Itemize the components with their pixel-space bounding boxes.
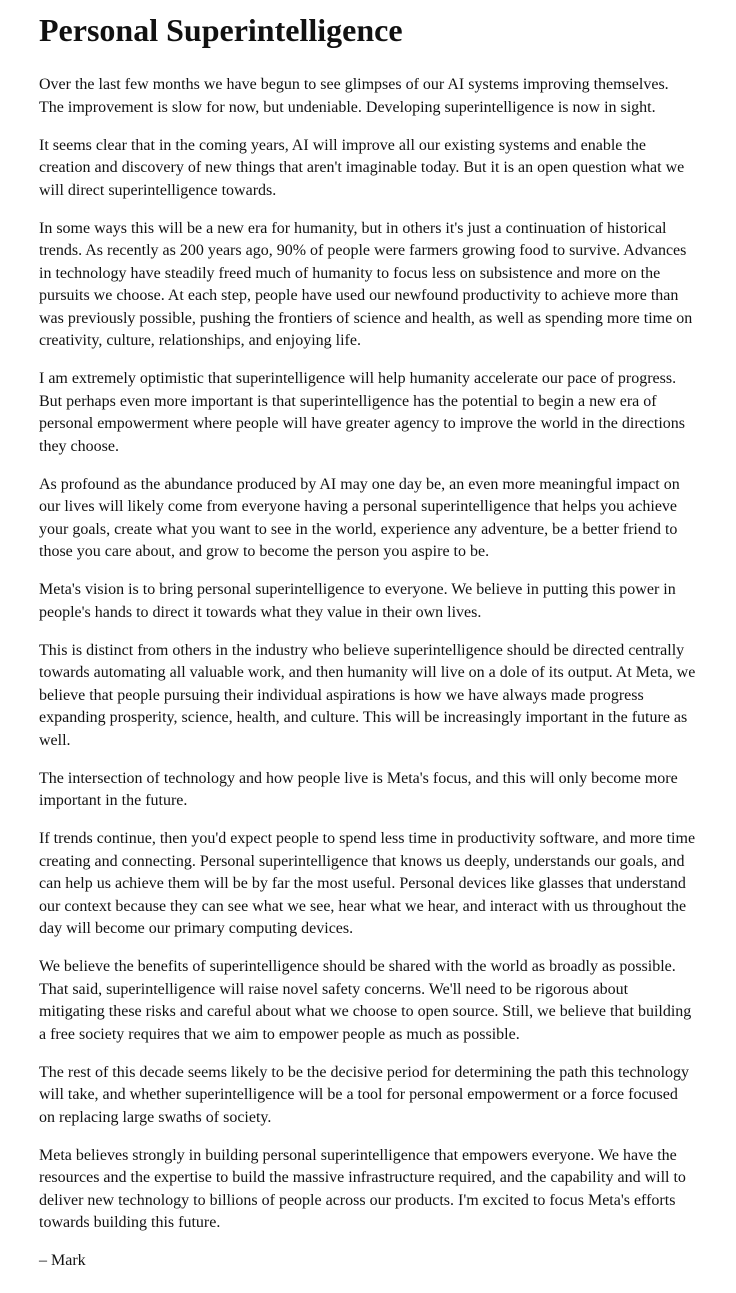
paragraph-10: We believe the benefits of superintelligence should be shared with the world as broadly as possible. That said, superintelligence will raise novel safety concerns. We'll need to be rigorous about mitigating these risks and careful about what we choose to open source. Still, we believe that building a free society requires that we aim to empower people as much as possible. (39, 958, 692, 1043)
paragraph-8: The intersection of technology and how people live is Meta's focus, and this will only become more important in the future. (39, 769, 678, 809)
paragraph-11: The rest of this decade seems likely to be the decisive period for determining the path this technology will take, and whether superintelligence will be a tool for personal empowerment or a force focused on replacing large swaths of society. (39, 1063, 690, 1126)
paragraph-9: If trends continue, then you'd expect people to spend less time in productivity software, and more time creating and connecting. Personal superintelligence that knows us deeply, understands our goals, and can help us achieve them will be by far the most useful. Personal devices like glasses that understand our context because they can see what we see, hear what we hear, and interact with us throughout the day will become our primary computing devices. (39, 830, 696, 937)
page-title: Personal Superintelligence (39, 12, 403, 48)
paragraph-5: As profound as the abundance produced by AI may one day be, an even more meaningful impact on our lives will likely come from everyone having a personal superintelligence that helps you achieve your goals, create what you want to see in the world, experience any adventure, be a better friend to those you care about, and grow to become the person you aspire to be. (39, 475, 680, 560)
paragraph-1: Over the last few months we have begun to see glimpses of our AI systems improving themselves. The improvement is slow for now, but undeniable. Developing superintelligence is now in sight. (39, 76, 669, 116)
paragraph-7: This is distinct from others in the industry who believe superintelligence should be directed centrally towards automating all valuable work, and then humanity will live on a dole of its output. At Meta, we believe that people pursuing their individual aspirations is how we have always made progress expanding prosperity, science, health, and culture. This will be increasingly important in the future as well. (39, 641, 696, 749)
paragraph-6: Meta's vision is to bring personal superintelligence to everyone. We believe in putting this power in people's hands to direct it towards what they value in their own lives. (39, 581, 676, 621)
paragraph-2: It seems clear that in the coming years, AI will improve all our existing systems and enable the creation and discovery of new things that aren't imaginable today. But it is an open question what we will direct superintelligence towards. (39, 136, 685, 199)
paragraph-4: I am extremely optimistic that superintelligence will help humanity accelerate our pace of progress. But perhaps even more important is that superintelligence has the potential to begin a new era of personal empowerment where people will have greater agency to improve the world in the directions they choose. (39, 370, 685, 455)
signature: – Mark (39, 1252, 86, 1269)
paragraph-12: Meta believes strongly in building personal superintelligence that empowers everyone. We have the resources and the expertise to build the massive infrastructure required, and the capability and will to deliver new technology to billions of people across our products. I'm excited to focus Meta's efforts towards building this future. (39, 1146, 686, 1231)
paragraph-3: In some ways this will be a new era for humanity, but in others it's just a continuation of historical trends. As recently as 200 years ago, 90% of people were farmers growing food to survive. Advances in technology have steadily freed much of humanity to focus less on subsistence and more on the pursuits we choose. At each step, people have used our newfound productivity to achieve more than was previously possible, pushing the frontiers of science and health, as well as spending more time on creativity, culture, relationships, and enjoying life. (39, 219, 693, 349)
